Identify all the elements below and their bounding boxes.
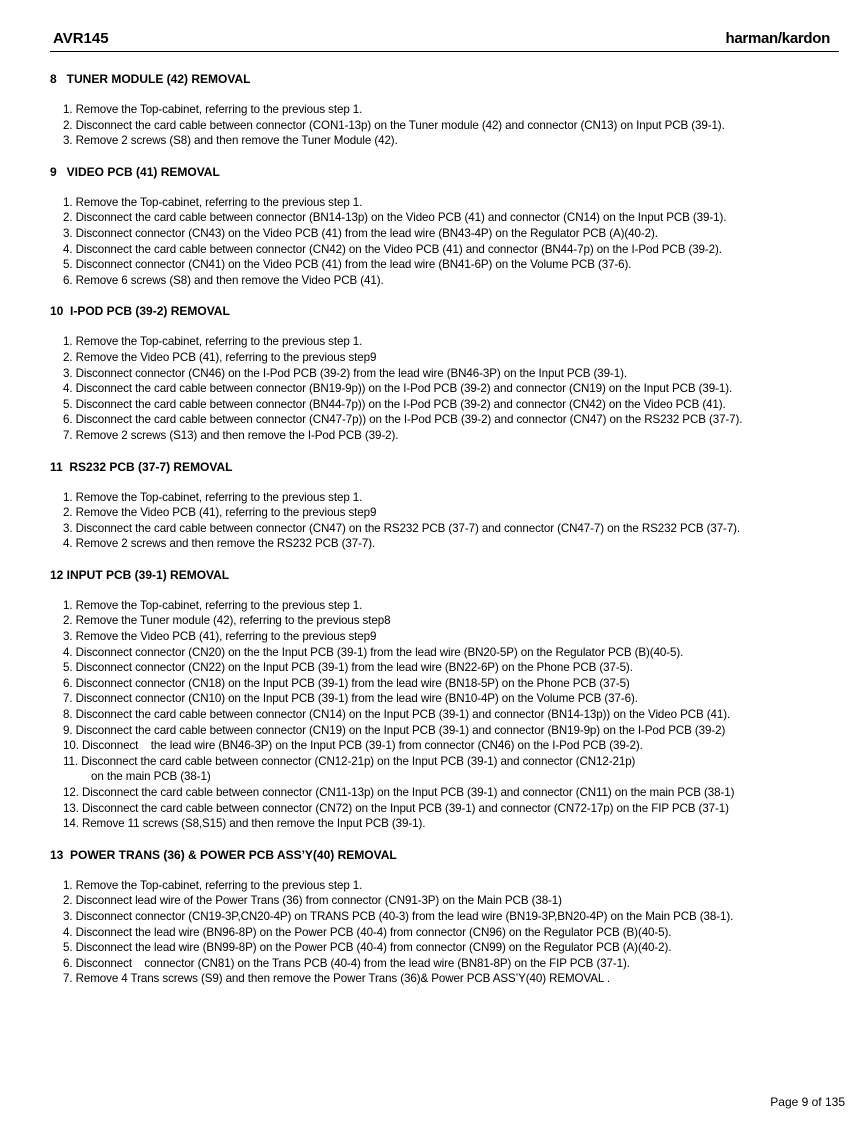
step-item: 4. Disconnect the card cable between connector (BN19-9p)) on the I-Pod PCB (39-2) and connector (CN19) on the Input PCB (39-1). — [63, 382, 733, 396]
section-rs232-pcb — [50, 459, 840, 552]
step-item: 3. Remove 2 screws (S8) and then remove the Tuner Module (42). — [63, 134, 398, 148]
step-list — [50, 598, 840, 832]
step-item: 6. Remove 6 screws (S8) and then remove the Video PCB (41). — [63, 273, 384, 287]
step-item: 2. Remove the Tuner module (42), referring to the previous step8 — [63, 614, 391, 628]
step-item: 1. Remove the Top-cabinet, referring to the previous step 1. — [63, 195, 363, 209]
step-item: 3. Remove the Video PCB (41), referring to the previous step9 — [63, 630, 377, 644]
step-item: 1. Remove the Top-cabinet, referring to the previous step 1. — [63, 598, 363, 612]
step-item: 8. Disconnect the card cable between connector (CN14) on the Input PCB (39-1) and connector (BN14-13p)) on the Video PCB (41). — [63, 708, 731, 722]
step-item: 4. Remove 2 screws and then remove the RS232 PCB (37-7). — [63, 537, 376, 551]
step-item: 6. Disconnect connector (CN18) on the Input PCB (39-1) from the lead wire (BN18-5P) on the Phone PCB (37-5) — [63, 676, 630, 690]
brand-logo: harman/kardon — [725, 30, 830, 47]
step-item: 4. Disconnect the card cable between connector (CN42) on the Video PCB (41) and connector (BN44-7p) on the I-Pod PCB (39-2). — [63, 242, 722, 256]
header-rule — [50, 51, 839, 52]
section-input-pcb — [50, 567, 840, 832]
step-item: 3. Disconnect connector (CN43) on the Video PCB (41) from the lead wire (BN43-4P) on the Regulator PCB (A)(40-2). — [63, 226, 658, 240]
step-item: 2. Disconnect lead wire of the Power Trans (36) from connector (CN91-3P) on the Main PCB (38-1) — [63, 894, 562, 908]
page-header — [50, 28, 839, 52]
step-item: 2. Remove the Video PCB (41), referring to the previous step9 — [63, 506, 377, 520]
step-item: 6. Disconnect connector (CN81) on the Trans PCB (40-4) from the lead wire (BN81-8P) on the FIP PCB (37-1). — [63, 956, 630, 970]
section-title: 8 TUNER MODULE (42) REMOVAL — [50, 72, 251, 86]
section-video-pcb — [50, 164, 840, 289]
step-item: 3. Disconnect the card cable between connector (CN47) on the RS232 PCB (37-7) and connector (CN47-7) on the RS232 PCB (37-7). — [63, 521, 741, 535]
step-list — [50, 490, 840, 552]
step-item: 3. Disconnect connector (CN46) on the I-Pod PCB (39-2) from the lead wire (BN46-3P) on the Input PCB (39-1). — [63, 366, 627, 380]
section-title: 13 POWER TRANS (36) & POWER PCB ASS’Y(40) REMOVAL — [50, 847, 397, 862]
step-item: 13. Disconnect the card cable between connector (CN72) on the Input PCB (39-1) and connector (CN72-17p) on the FIP PCB (37-1) — [63, 801, 729, 815]
step-item: 1. Remove the Top-cabinet, referring to the previous step 1. — [63, 878, 363, 892]
step-item: 4. Disconnect connector (CN20) on the the Input PCB (39-1) from the lead wire (BN20-5P) on the Regulator PCB (B)(40-5). — [63, 645, 684, 659]
step-item: 6. Disconnect the card cable between connector (CN47-7p)) on the I-Pod PCB (39-2) and connector (CN47) on the RS232 PCB (37-7). — [63, 413, 743, 427]
step-item: 11. Disconnect the card cable between connector (CN12-21p) on the Input PCB (39-1) and connector (CN12-21p) — [63, 754, 636, 768]
step-item: 5. Disconnect connector (CN22) on the Input PCB (39-1) from the lead wire (BN22-6P) on the Phone PCB (37-5). — [63, 661, 633, 675]
step-item: 2. Remove the Video PCB (41), referring to the previous step9 — [63, 350, 377, 364]
section-ipod-pcb — [50, 303, 840, 443]
step-list — [50, 334, 840, 443]
step-item: 5. Disconnect the card cable between connector (BN44-7p)) on the I-Pod PCB (39-2) and connector (CN42) on the Video PCB (41). — [63, 397, 726, 411]
step-list — [50, 195, 840, 289]
section-tuner-module — [50, 71, 840, 149]
step-item: 10. Disconnect the lead wire (BN46-3P) on the Input PCB (39-1) from connector (CN46) on the I-Pod PCB (39-2). — [63, 739, 643, 753]
step-item: 4. Disconnect the lead wire (BN96-8P) on the Power PCB (40-4) from connector (CN96) on the Regulator PCB (B)(40-5). — [63, 925, 672, 939]
step-item: 12. Disconnect the card cable between connector (CN11-13p) on the Input PCB (39-1) and connector (CN11) on the main PCB (38-1) — [63, 786, 735, 799]
section-title: 11 RS232 PCB (37-7) REMOVAL — [50, 459, 233, 474]
step-item: 2. Disconnect the card cable between connector (CON1-13p) on the Tuner module (42) and connector (CN13) on Input PCB (39-1). — [63, 118, 725, 132]
section-title: 10 I-POD PCB (39-2) REMOVAL — [50, 304, 230, 319]
step-item: 1. Remove the Top-cabinet, referring to the previous step 1. — [63, 103, 363, 116]
step-item: 7. Remove 4 Trans screws (S9) and then remove the Power Trans (36)& Power PCB ASS’Y(40) REMOVAL . — [63, 972, 611, 986]
model-name: AVR145 — [53, 30, 109, 47]
step-item: 9. Disconnect the card cable between connector (CN19) on the Input PCB (39-1) and connector (BN19-9p) on the I-Pod PCB (39-2) — [63, 723, 726, 737]
document-body — [50, 71, 840, 1002]
section-title: 12 INPUT PCB (39-1) REMOVAL — [50, 567, 230, 582]
page-number: Page 9 of 135 — [770, 1095, 845, 1109]
step-item: 3. Disconnect connector (CN19-3P,CN20-4P) on TRANS PCB (40-3) from the lead wire (BN19-3P,BN20-4P) on the Main PCB (38-1). — [63, 909, 734, 923]
step-item: 5. Disconnect connector (CN41) on the Video PCB (41) from the lead wire (BN41-6P) on the Volume PCB (37-6). — [63, 258, 632, 272]
step-item: 5. Disconnect the lead wire (BN99-8P) on the Power PCB (40-4) from connector (CN99) on the Regulator PCB (A)(40-2). — [63, 941, 672, 955]
step-item: 1. Remove the Top-cabinet, referring to the previous step 1. — [63, 490, 363, 504]
step-item: 2. Disconnect the card cable between connector (BN14-13p) on the Video PCB (41) and connector (CN14) on the Input PCB (39-1). — [63, 211, 727, 225]
step-list — [50, 102, 840, 149]
step-item: 14. Remove 11 screws (S8,S15) and then remove the Input PCB (39-1). — [63, 817, 426, 831]
step-item: 7. Remove 2 screws (S13) and then remove the I-Pod PCB (39-2). — [63, 428, 399, 442]
step-list — [50, 878, 840, 987]
section-power-trans — [50, 847, 840, 987]
step-item: 7. Disconnect connector (CN10) on the Input PCB (39-1) from the lead wire (BN10-4P) on the Volume PCB (37-6). — [63, 692, 638, 706]
step-item: 1. Remove the Top-cabinet, referring to the previous step 1. — [63, 335, 363, 349]
section-title: 9 VIDEO PCB (41) REMOVAL — [50, 164, 220, 179]
step-item-continuation: on the main PCB (38-1) — [91, 770, 211, 784]
